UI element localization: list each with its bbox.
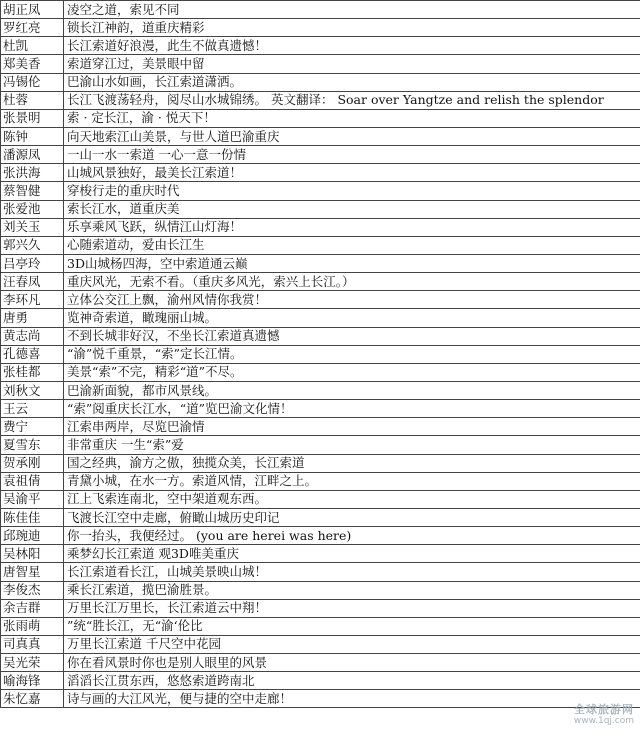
slogan-cell: 滔滔长江贯东西，悠悠索道跨南北: [64, 672, 640, 690]
slogan-cell: 长江索道看长江，山城美景映山城！: [64, 563, 640, 581]
table-row: [1, 273, 640, 291]
slogan-cell: 非常重庆 一生“索”爱: [64, 436, 640, 454]
contestant-name-cell: 邱琬迪: [1, 527, 64, 545]
slogan-cell: “索”阅重庆长江水，“道”览巴渝文化情！: [64, 400, 640, 418]
slogan-cell: 长江索道好浪漫，此生不做真遗憾！: [64, 37, 640, 55]
slogan-cell: 锁长江神韵，道重庆精彩: [64, 19, 640, 37]
slogan-cell: 你一抬头，我便经过。 (you are herei was here): [64, 527, 640, 545]
table-row: [1, 599, 640, 617]
slogan-cell: 索 · 定长江，渝 · 悦天下！: [64, 109, 640, 127]
contestant-name-cell: 陈钟: [1, 127, 64, 145]
slogan-cell: 凌空之道，索见不同: [64, 1, 640, 19]
contestant-name-cell: 罗红亮: [1, 19, 64, 37]
table-row: [1, 436, 640, 454]
contestant-name-cell: 李环凡: [1, 291, 64, 309]
table-row: [1, 291, 640, 309]
slogan-cell: 江上飞索连南北，空中架道观东西。: [64, 490, 640, 508]
slogan-table-body: [1, 1, 640, 708]
slogan-cell: 一山一水一索道 一心一意一份情: [64, 146, 640, 164]
slogan-cell: 江索串两岸，尽览巴渝情: [64, 418, 640, 436]
slogan-cell: 乐享乘风飞跃，纵情江山灯海！: [64, 218, 640, 236]
contestant-name-cell: 张景明: [1, 109, 64, 127]
table-row: [1, 490, 640, 508]
slogan-cell: 万里长江万里长，长江索道云中翔！: [64, 599, 640, 617]
contestant-name-cell: 贺承刚: [1, 454, 64, 472]
table-row: [1, 654, 640, 672]
contestant-name-cell: 吴林阳: [1, 545, 64, 563]
table-row: [1, 236, 640, 254]
table-row: [1, 55, 640, 73]
contestant-name-cell: 刘秋文: [1, 381, 64, 399]
contestant-name-cell: 李俊杰: [1, 581, 64, 599]
table-row: [1, 418, 640, 436]
contestant-name-cell: 杜凯: [1, 37, 64, 55]
slogan-cell: 向天地索江山美景，与世人道巴渝重庆: [64, 127, 640, 145]
table-row: [1, 200, 640, 218]
table-row: [1, 381, 640, 399]
table-row: [1, 1, 640, 19]
table-row: [1, 327, 640, 345]
slogan-cell: 重庆风光，无索不看。（重庆多风光，索兴上长江。）: [64, 273, 640, 291]
slogan-cell: 乘长江索道，揽巴渝胜景。: [64, 581, 640, 599]
table-row: [1, 527, 640, 545]
contestant-name-cell: 冯锡伦: [1, 73, 64, 91]
table-row: [1, 472, 640, 490]
table-row: [1, 309, 640, 327]
site-watermark: [574, 704, 634, 726]
contestant-name-cell: 喻海锋: [1, 672, 64, 690]
contestant-name-cell: 黄志尚: [1, 327, 64, 345]
contestant-name-cell: 吕亭玲: [1, 254, 64, 272]
slogan-cell: 长江飞渡荡轻舟，阅尽山水城锦绣。 英文翻译： Soar over Yangtze and relish the splendor: [64, 91, 640, 109]
slogan-cell: 飞渡长江空中走廊，俯瞰山城历史印记: [64, 508, 640, 526]
contestant-name-cell: 张爱池: [1, 200, 64, 218]
contestant-name-cell: 吴渝平: [1, 490, 64, 508]
contestant-name-cell: 袁祖倩: [1, 472, 64, 490]
contestant-name-cell: 夏雪东: [1, 436, 64, 454]
contestant-name-cell: 费宁: [1, 418, 64, 436]
table-row: [1, 19, 640, 37]
slogan-cell: 3D山城杨四海，空中索道通云巅: [64, 254, 640, 272]
slogan-cell: “渝”悦千重景，“索”定长江情。: [64, 345, 640, 363]
slogan-cell: 览神奇索道，瞰瑰丽山城。: [64, 309, 640, 327]
slogan-cell: 立体公交江上飘，渝州风情你我赏！: [64, 291, 640, 309]
contestant-name-cell: 汪春凤: [1, 273, 64, 291]
slogan-cell: 乘梦幻长江索道 观3D唯美重庆: [64, 545, 640, 563]
contestant-name-cell: 郭兴久: [1, 236, 64, 254]
slogan-cell: 穿梭行走的重庆时代: [64, 182, 640, 200]
table-row: [1, 672, 640, 690]
contestant-name-cell: 孔德喜: [1, 345, 64, 363]
table-row: [1, 146, 640, 164]
watermark-brand: 全球旅游网: [574, 703, 634, 716]
slogan-cell: 巴渝新面貌，都市风景线。: [64, 381, 640, 399]
table-row: [1, 182, 640, 200]
table-row: [1, 164, 640, 182]
slogan-cell: 山城风景独好，最美长江索道！: [64, 164, 640, 182]
slogan-cell: 索长江水，道重庆美: [64, 200, 640, 218]
table-row: [1, 37, 640, 55]
contestant-name-cell: 潘源凤: [1, 146, 64, 164]
table-row: [1, 581, 640, 599]
table-row: [1, 617, 640, 635]
table-row: [1, 73, 640, 91]
contestant-name-cell: 唐智星: [1, 563, 64, 581]
table-row: [1, 563, 640, 581]
table-row: [1, 109, 640, 127]
table-row: [1, 508, 640, 526]
contestant-name-cell: 朱忆嘉: [1, 690, 64, 708]
slogan-cell: 巴渝山水如画，长江索道潇洒。: [64, 73, 640, 91]
table-row: [1, 690, 640, 708]
slogan-cell: 诗与画的大江风光，便与捷的空中走廊！: [64, 690, 640, 708]
contestant-name-cell: 王云: [1, 400, 64, 418]
slogan-cell: 万里长江索道 千尺空中花园: [64, 635, 640, 653]
slogan-cell: 心随索道动，爱由长江生: [64, 236, 640, 254]
table-row: [1, 254, 640, 272]
table-row: [1, 127, 640, 145]
slogan-cell: 你在看风景时你也是别人眼里的风景: [64, 654, 640, 672]
slogan-cell: 青黛小城，在水一方。索道风情，江畔之上。: [64, 472, 640, 490]
slogan-cell: 索道穿江过，美景眼中留: [64, 55, 640, 73]
contestant-name-cell: 司真真: [1, 635, 64, 653]
table-row: [1, 454, 640, 472]
contestant-name-cell: 张洪海: [1, 164, 64, 182]
table-row: [1, 635, 640, 653]
slogan-cell: 美景“索”不完，精彩“道”不尽。: [64, 363, 640, 381]
slogan-cell: 国之经典，渝方之傲，独揽众美，长江索道: [64, 454, 640, 472]
table-row: [1, 91, 640, 109]
contestant-name-cell: 余吉群: [1, 599, 64, 617]
slogan-cell: 不到长城非好汉，不坐长江索道真遗憾: [64, 327, 640, 345]
contestant-name-cell: 杜蓉: [1, 91, 64, 109]
table-row: [1, 218, 640, 236]
contestant-name-cell: 胡正凤: [1, 1, 64, 19]
contestant-name-cell: 张桂都: [1, 363, 64, 381]
contestant-name-cell: 郑美香: [1, 55, 64, 73]
watermark-url: www.1qj.com: [573, 716, 634, 726]
table-row: [1, 363, 640, 381]
table-row: [1, 400, 640, 418]
slogan-cell: ”统“胜长江，无“渝‘伦比: [64, 617, 640, 635]
table-row: [1, 345, 640, 363]
contestant-name-cell: 刘关玉: [1, 218, 64, 236]
contestant-name-cell: 张雨萌: [1, 617, 64, 635]
contestant-name-cell: 陈佳佳: [1, 508, 64, 526]
contestant-name-cell: 吴光荣: [1, 654, 64, 672]
table-row: [1, 545, 640, 563]
contestant-name-cell: 唐勇: [1, 309, 64, 327]
contestant-name-cell: 蔡智健: [1, 182, 64, 200]
